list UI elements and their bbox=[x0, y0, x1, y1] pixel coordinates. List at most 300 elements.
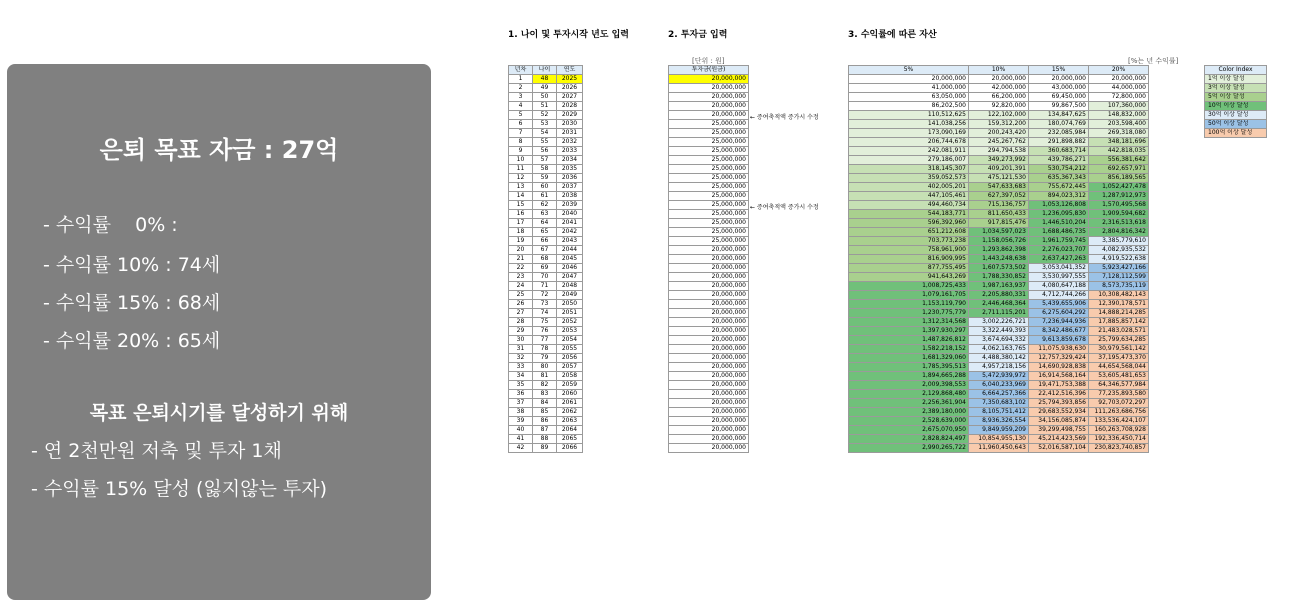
cell-asset-5[interactable]: 703,773,238 bbox=[849, 237, 969, 246]
cell-year-index[interactable]: 37 bbox=[509, 399, 533, 408]
cell-asset-10[interactable]: 7,350,683,102 bbox=[969, 399, 1029, 408]
cell-year-index[interactable]: 19 bbox=[509, 237, 533, 246]
cell-age[interactable]: 50 bbox=[533, 93, 557, 102]
cell-asset-5[interactable]: 2,990,265,722 bbox=[849, 444, 969, 453]
cell-year[interactable]: 2030 bbox=[557, 120, 583, 129]
cell-asset-10[interactable]: 4,062,163,765 bbox=[969, 345, 1029, 354]
cell-asset-5[interactable]: 816,909,995 bbox=[849, 255, 969, 264]
cell-asset-10[interactable]: 4,488,380,142 bbox=[969, 354, 1029, 363]
cell-age[interactable]: 56 bbox=[533, 147, 557, 156]
cell-asset-10[interactable]: 1,443,248,638 bbox=[969, 255, 1029, 264]
cell-asset-5[interactable]: 2,009,398,553 bbox=[849, 381, 969, 390]
cell-asset-10[interactable]: 9,849,959,209 bbox=[969, 426, 1029, 435]
cell-asset-20[interactable]: 160,263,708,928 bbox=[1089, 426, 1149, 435]
cell-asset-10[interactable]: 8,105,751,412 bbox=[969, 408, 1029, 417]
cell-principal[interactable]: 20,000,000 bbox=[669, 84, 749, 93]
cell-year[interactable]: 2048 bbox=[557, 282, 583, 291]
cell-year-index[interactable]: 2 bbox=[509, 84, 533, 93]
cell-asset-10[interactable]: 294,794,538 bbox=[969, 147, 1029, 156]
cell-asset-5[interactable]: 141,038,256 bbox=[849, 120, 969, 129]
cell-year-index[interactable]: 31 bbox=[509, 345, 533, 354]
cell-asset-15[interactable]: 99,867,500 bbox=[1029, 102, 1089, 111]
cell-age[interactable]: 80 bbox=[533, 363, 557, 372]
cell-asset-10[interactable]: 6,664,257,366 bbox=[969, 390, 1029, 399]
cell-age[interactable]: 83 bbox=[533, 390, 557, 399]
cell-asset-10[interactable]: 42,000,000 bbox=[969, 84, 1029, 93]
cell-asset-5[interactable]: 1,487,826,812 bbox=[849, 336, 969, 345]
cell-asset-15[interactable]: 25,794,393,856 bbox=[1029, 399, 1089, 408]
cell-principal[interactable]: 20,000,000 bbox=[669, 426, 749, 435]
cell-asset-10[interactable]: 1,293,862,398 bbox=[969, 246, 1029, 255]
cell-asset-20[interactable]: 17,885,857,142 bbox=[1089, 318, 1149, 327]
cell-asset-20[interactable]: 21,483,028,571 bbox=[1089, 327, 1149, 336]
cell-year-index[interactable]: 7 bbox=[509, 129, 533, 138]
cell-asset-5[interactable]: 20,000,000 bbox=[849, 75, 969, 84]
cell-asset-10[interactable]: 20,000,000 bbox=[969, 75, 1029, 84]
cell-asset-20[interactable]: 25,799,634,285 bbox=[1089, 336, 1149, 345]
cell-year[interactable]: 2033 bbox=[557, 147, 583, 156]
cell-asset-20[interactable]: 2,804,816,342 bbox=[1089, 228, 1149, 237]
cell-principal[interactable]: 20,000,000 bbox=[669, 246, 749, 255]
cell-age[interactable]: 88 bbox=[533, 435, 557, 444]
cell-age[interactable]: 55 bbox=[533, 138, 557, 147]
cell-asset-5[interactable]: 1,681,329,060 bbox=[849, 354, 969, 363]
cell-asset-20[interactable]: 77,235,893,580 bbox=[1089, 390, 1149, 399]
cell-asset-10[interactable]: 8,936,326,554 bbox=[969, 417, 1029, 426]
cell-age[interactable]: 59 bbox=[533, 174, 557, 183]
cell-asset-15[interactable]: 16,914,568,164 bbox=[1029, 372, 1089, 381]
cell-asset-20[interactable]: 30,979,561,142 bbox=[1089, 345, 1149, 354]
cell-principal[interactable]: 20,000,000 bbox=[669, 300, 749, 309]
cell-asset-5[interactable]: 1,397,930,297 bbox=[849, 327, 969, 336]
cell-age[interactable]: 58 bbox=[533, 165, 557, 174]
cell-asset-15[interactable]: 635,367,343 bbox=[1029, 174, 1089, 183]
cell-year[interactable]: 2058 bbox=[557, 372, 583, 381]
cell-age[interactable]: 61 bbox=[533, 192, 557, 201]
cell-age[interactable]: 69 bbox=[533, 264, 557, 273]
cell-asset-10[interactable]: 10,854,955,130 bbox=[969, 435, 1029, 444]
cell-principal[interactable]: 25,000,000 bbox=[669, 192, 749, 201]
cell-asset-10[interactable]: 1,607,573,502 bbox=[969, 264, 1029, 273]
cell-principal[interactable]: 20,000,000 bbox=[669, 291, 749, 300]
cell-age[interactable]: 73 bbox=[533, 300, 557, 309]
cell-asset-5[interactable]: 359,052,573 bbox=[849, 174, 969, 183]
cell-year[interactable]: 2026 bbox=[557, 84, 583, 93]
cell-asset-5[interactable]: 1,079,161,705 bbox=[849, 291, 969, 300]
cell-age[interactable]: 74 bbox=[533, 309, 557, 318]
cell-asset-10[interactable]: 92,820,000 bbox=[969, 102, 1029, 111]
cell-asset-20[interactable]: 203,598,400 bbox=[1089, 120, 1149, 129]
cell-age[interactable]: 57 bbox=[533, 156, 557, 165]
cell-principal[interactable]: 20,000,000 bbox=[669, 318, 749, 327]
cell-year-index[interactable]: 3 bbox=[509, 93, 533, 102]
cell-asset-5[interactable]: 63,050,000 bbox=[849, 93, 969, 102]
cell-asset-15[interactable]: 530,754,212 bbox=[1029, 165, 1089, 174]
cell-asset-5[interactable]: 2,256,361,904 bbox=[849, 399, 969, 408]
cell-asset-10[interactable]: 2,205,880,331 bbox=[969, 291, 1029, 300]
cell-asset-10[interactable]: 2,711,115,201 bbox=[969, 309, 1029, 318]
cell-asset-10[interactable]: 1,987,163,937 bbox=[969, 282, 1029, 291]
cell-asset-20[interactable]: 148,832,000 bbox=[1089, 111, 1149, 120]
cell-asset-20[interactable]: 8,573,735,119 bbox=[1089, 282, 1149, 291]
cell-year-index[interactable]: 29 bbox=[509, 327, 533, 336]
cell-year-index[interactable]: 36 bbox=[509, 390, 533, 399]
cell-year-index[interactable]: 16 bbox=[509, 210, 533, 219]
cell-age[interactable]: 77 bbox=[533, 336, 557, 345]
cell-age[interactable]: 62 bbox=[533, 201, 557, 210]
cell-age[interactable]: 53 bbox=[533, 120, 557, 129]
cell-asset-10[interactable]: 11,960,450,643 bbox=[969, 444, 1029, 453]
cell-age[interactable]: 64 bbox=[533, 219, 557, 228]
cell-year[interactable]: 2055 bbox=[557, 345, 583, 354]
cell-principal[interactable]: 20,000,000 bbox=[669, 264, 749, 273]
cell-asset-20[interactable]: 192,336,450,714 bbox=[1089, 435, 1149, 444]
cell-year-index[interactable]: 4 bbox=[509, 102, 533, 111]
cell-asset-15[interactable]: 19,471,753,388 bbox=[1029, 381, 1089, 390]
cell-principal[interactable]: 25,000,000 bbox=[669, 219, 749, 228]
cell-year-index[interactable]: 10 bbox=[509, 156, 533, 165]
cell-principal[interactable]: 25,000,000 bbox=[669, 228, 749, 237]
cell-principal[interactable]: 20,000,000 bbox=[669, 354, 749, 363]
cell-asset-5[interactable]: 1,894,665,288 bbox=[849, 372, 969, 381]
cell-age[interactable]: 49 bbox=[533, 84, 557, 93]
cell-year[interactable]: 2032 bbox=[557, 138, 583, 147]
cell-age[interactable]: 76 bbox=[533, 327, 557, 336]
cell-principal[interactable]: 25,000,000 bbox=[669, 165, 749, 174]
cell-year-index[interactable]: 21 bbox=[509, 255, 533, 264]
cell-asset-5[interactable]: 1,008,725,433 bbox=[849, 282, 969, 291]
cell-year-index[interactable]: 30 bbox=[509, 336, 533, 345]
cell-asset-5[interactable]: 941,643,269 bbox=[849, 273, 969, 282]
cell-asset-15[interactable]: 2,637,427,263 bbox=[1029, 255, 1089, 264]
cell-asset-20[interactable]: 3,385,779,610 bbox=[1089, 237, 1149, 246]
cell-year-index[interactable]: 12 bbox=[509, 174, 533, 183]
cell-principal[interactable]: 20,000,000 bbox=[669, 390, 749, 399]
cell-asset-20[interactable]: 692,657,971 bbox=[1089, 165, 1149, 174]
cell-year-index[interactable]: 9 bbox=[509, 147, 533, 156]
cell-age[interactable]: 89 bbox=[533, 444, 557, 453]
cell-age[interactable]: 65 bbox=[533, 228, 557, 237]
cell-year[interactable]: 2057 bbox=[557, 363, 583, 372]
cell-asset-5[interactable]: 651,212,608 bbox=[849, 228, 969, 237]
cell-asset-5[interactable]: 877,755,495 bbox=[849, 264, 969, 273]
cell-asset-15[interactable]: 1,688,486,735 bbox=[1029, 228, 1089, 237]
cell-principal[interactable]: 25,000,000 bbox=[669, 156, 749, 165]
cell-age[interactable]: 84 bbox=[533, 399, 557, 408]
cell-principal[interactable]: 20,000,000 bbox=[669, 75, 749, 84]
cell-year-index[interactable]: 23 bbox=[509, 273, 533, 282]
cell-year[interactable]: 2028 bbox=[557, 102, 583, 111]
cell-principal[interactable]: 25,000,000 bbox=[669, 183, 749, 192]
cell-year-index[interactable]: 8 bbox=[509, 138, 533, 147]
cell-year[interactable]: 2059 bbox=[557, 381, 583, 390]
cell-asset-15[interactable]: 22,412,516,396 bbox=[1029, 390, 1089, 399]
cell-age[interactable]: 63 bbox=[533, 210, 557, 219]
cell-asset-5[interactable]: 1,785,395,513 bbox=[849, 363, 969, 372]
cell-age[interactable]: 60 bbox=[533, 183, 557, 192]
cell-year-index[interactable]: 5 bbox=[509, 111, 533, 120]
cell-age[interactable]: 79 bbox=[533, 354, 557, 363]
cell-asset-10[interactable]: 2,446,468,364 bbox=[969, 300, 1029, 309]
cell-asset-20[interactable]: 7,128,112,599 bbox=[1089, 273, 1149, 282]
cell-year-index[interactable]: 18 bbox=[509, 228, 533, 237]
cell-year[interactable]: 2060 bbox=[557, 390, 583, 399]
cell-year-index[interactable]: 6 bbox=[509, 120, 533, 129]
cell-asset-15[interactable]: 439,786,271 bbox=[1029, 156, 1089, 165]
cell-year[interactable]: 2025 bbox=[557, 75, 583, 84]
cell-asset-10[interactable]: 1,158,056,726 bbox=[969, 237, 1029, 246]
cell-age[interactable]: 66 bbox=[533, 237, 557, 246]
cell-asset-15[interactable]: 29,683,552,934 bbox=[1029, 408, 1089, 417]
cell-asset-5[interactable]: 279,186,007 bbox=[849, 156, 969, 165]
cell-principal[interactable]: 20,000,000 bbox=[669, 336, 749, 345]
cell-asset-10[interactable]: 122,102,000 bbox=[969, 111, 1029, 120]
cell-asset-15[interactable]: 360,683,714 bbox=[1029, 147, 1089, 156]
cell-year-index[interactable]: 34 bbox=[509, 372, 533, 381]
cell-asset-20[interactable]: 133,536,424,107 bbox=[1089, 417, 1149, 426]
cell-asset-20[interactable]: 269,318,080 bbox=[1089, 129, 1149, 138]
cell-year[interactable]: 2029 bbox=[557, 111, 583, 120]
cell-age[interactable]: 68 bbox=[533, 255, 557, 264]
cell-asset-15[interactable]: 3,530,997,555 bbox=[1029, 273, 1089, 282]
cell-asset-15[interactable]: 755,672,445 bbox=[1029, 183, 1089, 192]
cell-asset-20[interactable]: 1,052,427,478 bbox=[1089, 183, 1149, 192]
cell-year-index[interactable]: 42 bbox=[509, 444, 533, 453]
cell-year[interactable]: 2051 bbox=[557, 309, 583, 318]
cell-asset-20[interactable]: 111,263,686,756 bbox=[1089, 408, 1149, 417]
cell-year[interactable]: 2047 bbox=[557, 273, 583, 282]
cell-asset-15[interactable]: 2,276,023,707 bbox=[1029, 246, 1089, 255]
cell-asset-20[interactable]: 4,919,522,638 bbox=[1089, 255, 1149, 264]
cell-year[interactable]: 2044 bbox=[557, 246, 583, 255]
cell-year-index[interactable]: 39 bbox=[509, 417, 533, 426]
cell-year[interactable]: 2050 bbox=[557, 300, 583, 309]
cell-asset-5[interactable]: 494,460,734 bbox=[849, 201, 969, 210]
cell-asset-20[interactable]: 64,346,577,984 bbox=[1089, 381, 1149, 390]
cell-year-index[interactable]: 20 bbox=[509, 246, 533, 255]
cell-year-index[interactable]: 24 bbox=[509, 282, 533, 291]
cell-asset-5[interactable]: 544,183,771 bbox=[849, 210, 969, 219]
cell-principal[interactable]: 20,000,000 bbox=[669, 93, 749, 102]
cell-asset-10[interactable]: 715,136,757 bbox=[969, 201, 1029, 210]
cell-asset-15[interactable]: 1,236,095,830 bbox=[1029, 210, 1089, 219]
cell-year[interactable]: 2035 bbox=[557, 165, 583, 174]
cell-asset-15[interactable]: 69,450,000 bbox=[1029, 93, 1089, 102]
cell-age[interactable]: 67 bbox=[533, 246, 557, 255]
cell-asset-10[interactable]: 66,200,000 bbox=[969, 93, 1029, 102]
cell-asset-20[interactable]: 856,189,565 bbox=[1089, 174, 1149, 183]
cell-year[interactable]: 2040 bbox=[557, 210, 583, 219]
cell-asset-15[interactable]: 43,000,000 bbox=[1029, 84, 1089, 93]
cell-year[interactable]: 2063 bbox=[557, 417, 583, 426]
cell-asset-15[interactable]: 11,075,938,630 bbox=[1029, 345, 1089, 354]
cell-asset-20[interactable]: 10,308,482,143 bbox=[1089, 291, 1149, 300]
cell-age[interactable]: 81 bbox=[533, 372, 557, 381]
cell-asset-15[interactable]: 20,000,000 bbox=[1029, 75, 1089, 84]
cell-asset-15[interactable]: 8,342,486,677 bbox=[1029, 327, 1089, 336]
cell-age[interactable]: 51 bbox=[533, 102, 557, 111]
cell-asset-10[interactable]: 409,201,391 bbox=[969, 165, 1029, 174]
cell-year[interactable]: 2066 bbox=[557, 444, 583, 453]
cell-asset-20[interactable]: 1,570,495,568 bbox=[1089, 201, 1149, 210]
cell-asset-20[interactable]: 72,800,000 bbox=[1089, 93, 1149, 102]
cell-asset-15[interactable]: 5,439,655,906 bbox=[1029, 300, 1089, 309]
cell-principal[interactable]: 20,000,000 bbox=[669, 435, 749, 444]
cell-asset-5[interactable]: 2,828,824,497 bbox=[849, 435, 969, 444]
cell-year[interactable]: 2056 bbox=[557, 354, 583, 363]
cell-asset-20[interactable]: 230,823,740,857 bbox=[1089, 444, 1149, 453]
cell-asset-20[interactable]: 442,818,035 bbox=[1089, 147, 1149, 156]
cell-year-index[interactable]: 27 bbox=[509, 309, 533, 318]
cell-asset-15[interactable]: 3,053,041,352 bbox=[1029, 264, 1089, 273]
cell-asset-15[interactable]: 4,712,744,266 bbox=[1029, 291, 1089, 300]
cell-principal[interactable]: 20,000,000 bbox=[669, 417, 749, 426]
cell-asset-5[interactable]: 173,090,169 bbox=[849, 129, 969, 138]
cell-asset-15[interactable]: 52,016,587,104 bbox=[1029, 444, 1089, 453]
cell-asset-20[interactable]: 20,000,000 bbox=[1089, 75, 1149, 84]
cell-asset-5[interactable]: 596,392,960 bbox=[849, 219, 969, 228]
cell-asset-15[interactable]: 4,080,647,188 bbox=[1029, 282, 1089, 291]
cell-asset-5[interactable]: 402,005,201 bbox=[849, 183, 969, 192]
cell-year-index[interactable]: 11 bbox=[509, 165, 533, 174]
cell-principal[interactable]: 20,000,000 bbox=[669, 111, 749, 120]
cell-asset-5[interactable]: 318,145,307 bbox=[849, 165, 969, 174]
cell-asset-15[interactable]: 1,961,759,745 bbox=[1029, 237, 1089, 246]
cell-asset-15[interactable]: 45,214,423,569 bbox=[1029, 435, 1089, 444]
cell-asset-10[interactable]: 3,002,226,721 bbox=[969, 318, 1029, 327]
cell-asset-20[interactable]: 44,654,568,044 bbox=[1089, 363, 1149, 372]
cell-asset-10[interactable]: 475,121,530 bbox=[969, 174, 1029, 183]
cell-year[interactable]: 2064 bbox=[557, 426, 583, 435]
cell-asset-5[interactable]: 110,512,625 bbox=[849, 111, 969, 120]
cell-age[interactable]: 78 bbox=[533, 345, 557, 354]
cell-principal[interactable]: 25,000,000 bbox=[669, 147, 749, 156]
cell-year[interactable]: 2052 bbox=[557, 318, 583, 327]
cell-asset-5[interactable]: 2,129,868,480 bbox=[849, 390, 969, 399]
cell-year[interactable]: 2061 bbox=[557, 399, 583, 408]
cell-year[interactable]: 2049 bbox=[557, 291, 583, 300]
cell-asset-5[interactable]: 41,000,000 bbox=[849, 84, 969, 93]
cell-asset-10[interactable]: 5,472,939,972 bbox=[969, 372, 1029, 381]
cell-asset-15[interactable]: 180,074,769 bbox=[1029, 120, 1089, 129]
cell-year[interactable]: 2037 bbox=[557, 183, 583, 192]
cell-year[interactable]: 2034 bbox=[557, 156, 583, 165]
cell-asset-5[interactable]: 447,105,461 bbox=[849, 192, 969, 201]
cell-asset-10[interactable]: 4,957,218,156 bbox=[969, 363, 1029, 372]
cell-year-index[interactable]: 35 bbox=[509, 381, 533, 390]
cell-principal[interactable]: 20,000,000 bbox=[669, 408, 749, 417]
cell-asset-15[interactable]: 12,757,329,424 bbox=[1029, 354, 1089, 363]
cell-asset-20[interactable]: 37,195,473,370 bbox=[1089, 354, 1149, 363]
cell-year-index[interactable]: 28 bbox=[509, 318, 533, 327]
cell-asset-20[interactable]: 92,703,072,297 bbox=[1089, 399, 1149, 408]
cell-asset-15[interactable]: 1,053,126,808 bbox=[1029, 201, 1089, 210]
cell-asset-15[interactable]: 14,690,928,838 bbox=[1029, 363, 1089, 372]
cell-asset-10[interactable]: 3,674,694,332 bbox=[969, 336, 1029, 345]
cell-asset-15[interactable]: 894,023,312 bbox=[1029, 192, 1089, 201]
cell-asset-5[interactable]: 1,312,314,568 bbox=[849, 318, 969, 327]
cell-principal[interactable]: 20,000,000 bbox=[669, 444, 749, 453]
cell-asset-5[interactable]: 2,528,639,000 bbox=[849, 417, 969, 426]
cell-age[interactable]: 54 bbox=[533, 129, 557, 138]
cell-principal[interactable]: 25,000,000 bbox=[669, 237, 749, 246]
cell-year[interactable]: 2062 bbox=[557, 408, 583, 417]
cell-age[interactable]: 48 bbox=[533, 75, 557, 84]
cell-year-index[interactable]: 1 bbox=[509, 75, 533, 84]
cell-asset-20[interactable]: 12,390,178,571 bbox=[1089, 300, 1149, 309]
cell-asset-5[interactable]: 1,153,119,790 bbox=[849, 300, 969, 309]
cell-age[interactable]: 87 bbox=[533, 426, 557, 435]
cell-year[interactable]: 2042 bbox=[557, 228, 583, 237]
cell-age[interactable]: 86 bbox=[533, 417, 557, 426]
cell-year[interactable]: 2038 bbox=[557, 192, 583, 201]
cell-year-index[interactable]: 15 bbox=[509, 201, 533, 210]
cell-asset-5[interactable]: 2,675,070,950 bbox=[849, 426, 969, 435]
cell-principal[interactable]: 20,000,000 bbox=[669, 372, 749, 381]
cell-age[interactable]: 52 bbox=[533, 111, 557, 120]
cell-asset-10[interactable]: 159,312,200 bbox=[969, 120, 1029, 129]
cell-year[interactable]: 2054 bbox=[557, 336, 583, 345]
cell-year[interactable]: 2041 bbox=[557, 219, 583, 228]
cell-asset-15[interactable]: 232,085,984 bbox=[1029, 129, 1089, 138]
cell-year-index[interactable]: 40 bbox=[509, 426, 533, 435]
cell-age[interactable]: 82 bbox=[533, 381, 557, 390]
cell-year-index[interactable]: 26 bbox=[509, 300, 533, 309]
cell-asset-20[interactable]: 556,381,642 bbox=[1089, 156, 1149, 165]
cell-asset-15[interactable]: 291,898,882 bbox=[1029, 138, 1089, 147]
cell-principal[interactable]: 20,000,000 bbox=[669, 363, 749, 372]
cell-asset-15[interactable]: 34,156,085,874 bbox=[1029, 417, 1089, 426]
cell-asset-5[interactable]: 1,230,775,779 bbox=[849, 309, 969, 318]
cell-asset-5[interactable]: 2,389,180,000 bbox=[849, 408, 969, 417]
cell-year[interactable]: 2045 bbox=[557, 255, 583, 264]
cell-principal[interactable]: 20,000,000 bbox=[669, 381, 749, 390]
cell-asset-5[interactable]: 86,202,500 bbox=[849, 102, 969, 111]
cell-principal[interactable]: 20,000,000 bbox=[669, 327, 749, 336]
cell-asset-20[interactable]: 2,316,513,618 bbox=[1089, 219, 1149, 228]
cell-year-index[interactable]: 25 bbox=[509, 291, 533, 300]
cell-asset-15[interactable]: 6,275,604,292 bbox=[1029, 309, 1089, 318]
cell-year[interactable]: 2043 bbox=[557, 237, 583, 246]
cell-principal[interactable]: 25,000,000 bbox=[669, 138, 749, 147]
cell-principal[interactable]: 20,000,000 bbox=[669, 273, 749, 282]
cell-asset-10[interactable]: 1,034,597,023 bbox=[969, 228, 1029, 237]
cell-principal[interactable]: 25,000,000 bbox=[669, 210, 749, 219]
cell-asset-10[interactable]: 245,267,762 bbox=[969, 138, 1029, 147]
cell-year-index[interactable]: 13 bbox=[509, 183, 533, 192]
cell-year-index[interactable]: 17 bbox=[509, 219, 533, 228]
cell-asset-20[interactable]: 1,909,594,682 bbox=[1089, 210, 1149, 219]
cell-year[interactable]: 2046 bbox=[557, 264, 583, 273]
cell-asset-20[interactable]: 53,605,481,653 bbox=[1089, 372, 1149, 381]
cell-asset-10[interactable]: 547,633,683 bbox=[969, 183, 1029, 192]
cell-asset-10[interactable]: 811,650,433 bbox=[969, 210, 1029, 219]
cell-year-index[interactable]: 41 bbox=[509, 435, 533, 444]
cell-asset-20[interactable]: 1,287,912,973 bbox=[1089, 192, 1149, 201]
cell-asset-20[interactable]: 44,000,000 bbox=[1089, 84, 1149, 93]
cell-asset-10[interactable]: 349,273,992 bbox=[969, 156, 1029, 165]
cell-principal[interactable]: 20,000,000 bbox=[669, 345, 749, 354]
cell-asset-5[interactable]: 1,582,218,152 bbox=[849, 345, 969, 354]
cell-asset-15[interactable]: 134,847,625 bbox=[1029, 111, 1089, 120]
cell-asset-20[interactable]: 107,360,000 bbox=[1089, 102, 1149, 111]
cell-principal[interactable]: 20,000,000 bbox=[669, 255, 749, 264]
cell-year[interactable]: 2036 bbox=[557, 174, 583, 183]
cell-age[interactable]: 75 bbox=[533, 318, 557, 327]
cell-asset-10[interactable]: 3,322,449,393 bbox=[969, 327, 1029, 336]
cell-asset-10[interactable]: 627,397,052 bbox=[969, 192, 1029, 201]
cell-year[interactable]: 2039 bbox=[557, 201, 583, 210]
